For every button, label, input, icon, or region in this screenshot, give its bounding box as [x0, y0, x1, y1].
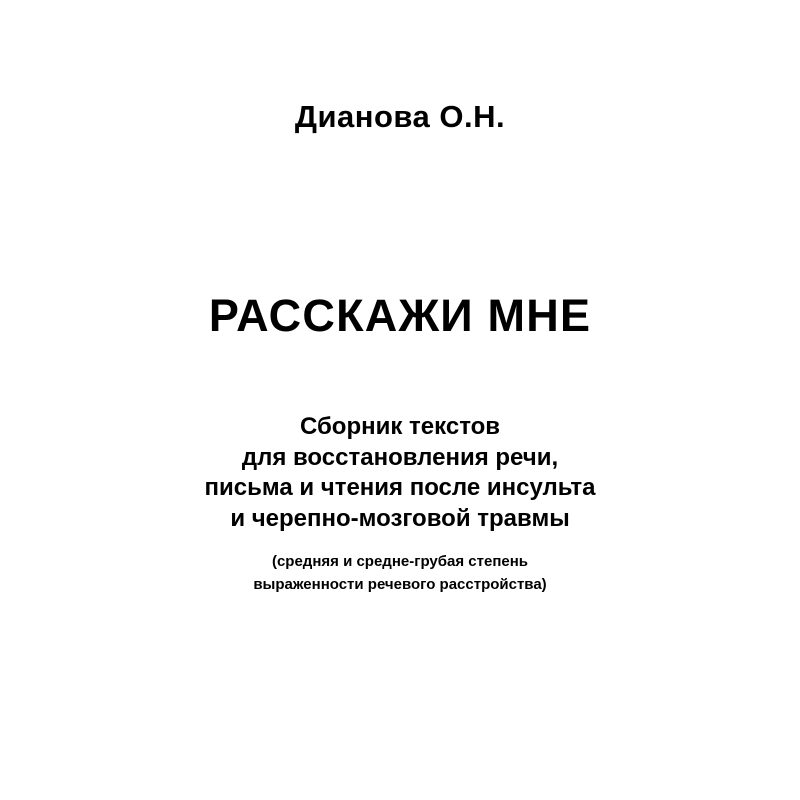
subtitle-line: и черепно-мозговой травмы — [230, 505, 570, 533]
book-title: РАССКАЖИ МНЕ — [208, 290, 592, 341]
author-name: Дианова О.Н. — [294, 99, 506, 134]
note-line: (средняя и средне-грубая степень — [271, 553, 529, 570]
note-line: выраженности речевого расстройства) — [253, 576, 547, 594]
book-subtitle — [0, 412, 800, 535]
subtitle-line: письма и чтения после инсульта — [204, 474, 596, 502]
subtitle-line: Сборник текстов — [299, 413, 501, 440]
subtitle-line: для восстановления речи, — [241, 443, 559, 471]
severity-note — [0, 550, 800, 597]
